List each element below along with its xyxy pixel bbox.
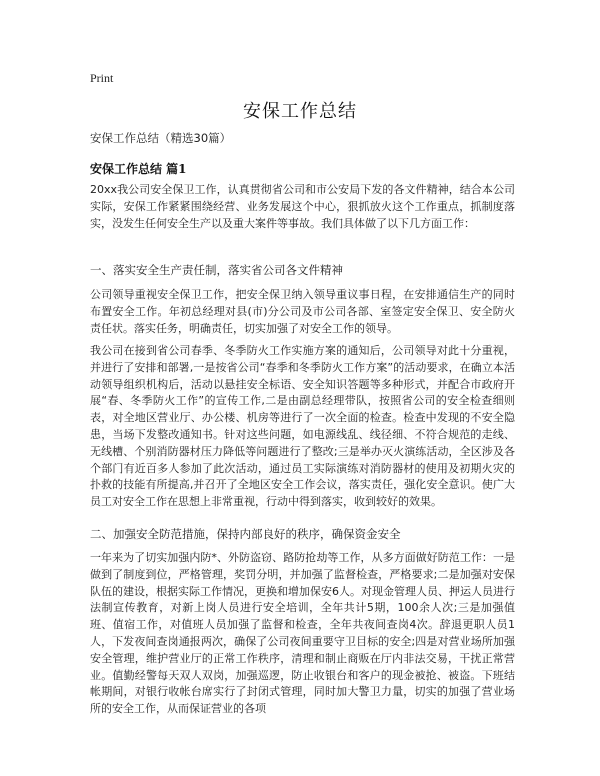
- paragraph-security-work: 一年来为了切实加强内防*、外防盗窃、路防抢劫等工作，从多方面做好防范工作：一是做到了制度到位，严格管理，奖罚分明，并加强了监督检查，严格要求;二是加强对安保队伍的建设，根据实际工作情况，更换和增加保安6人。对现金管理人员、押运人员进行法制宣传教育，对新上岗人员进行安全培训，全年共计5期，100余人次;三是加强值班、值宿工作，对值班人员加强了监督和检查，全年共夜间查岗4次。辞退更职人员1人，下发夜间查岗通报两次，确保了公司夜间重要守卫目标的安全;四是对营业场所加强安全管理，维护营业厅的正常工作秩序，清理和制止商贩在厅内非法交易，干扰正常营业。值勤经警每天双人双岗，加强巡逻，防止收银台和客户的现金被抢、被盗。下班结帐期间，对银行收帐台席实行了封闭式管理，同时加大警卫力量，切实的加强了营业场所的安全工作，从而保证营业的各项: [90, 551, 516, 716]
- section-title: 安保工作总结 篇1: [90, 162, 187, 176]
- document-subtitle: 安保工作总结（精选30篇）: [90, 131, 232, 145]
- paragraph-intro: 20xx我公司安全保卫工作，认真贯彻省公司和市公安局下发的各文件精神，结合本公司实际，安保工作紧紧围绕经营、业务发展这个中心，狠抓放火这个工作重点，抓制度落实，没发生任何安全生产以及重大案件等事故。我们具体做了以下几方面工作：: [90, 183, 515, 230]
- document-title: 安保工作总结: [243, 101, 357, 122]
- paragraph-fire-prevention: 我公司在接到省公司春季、冬季防火工作实施方案的通知后，公司领导对此十分重视，并进行了安排和部署,一是按省公司“春季和冬季防火工作方案”的活动要求，在确立本活动领导组织机构后，活动以悬挂安全标语、安全知识答题等多种形式，并配合市政府开展“春、冬季防火工作”的宣传工作,二是由副总经理带队，按照省公司的安全检查细则表，对全地区营业厅、办公楼、机房等进行了一次全面的检查。检查中发现的不安全隐患，当场下发整改通知书。针对这些问题，如电源线乱、线径细、不符合规范的走线、无线槽、个别消防器材压力降低等问题进行了整改;三是举办灭火演练活动，全区涉及各个部门有近百多人参加了此次活动，通过员工实际演练对消防器材的使用及初期火灾的扑救的技能有所提高,并召开了全地区安全工作会议，落实责任，强化安全意识。使广大员工对安全工作在思想上非常重视，行动中得到落实，收到较好的效果。: [90, 344, 515, 509]
- print-link[interactable]: Print: [90, 71, 114, 85]
- heading-security-measures: 二、加强安全防范措施，保持内部良好的秩序，确保资金安全: [90, 527, 401, 541]
- heading-responsibility: 一、落实安全生产责任制，落实省公司各文件精神: [90, 263, 343, 277]
- paragraph-leadership: 公司领导重视安全保卫工作，把安全保卫纳入领导重议事日程，在安排通信生产的同时布置安全工作。年初总经理对县(市)分公司及市公司各部、室签定安全保卫、安全防火责任状。落实任务，明确责任，切实加强了对安全工作的领导。: [90, 288, 515, 335]
